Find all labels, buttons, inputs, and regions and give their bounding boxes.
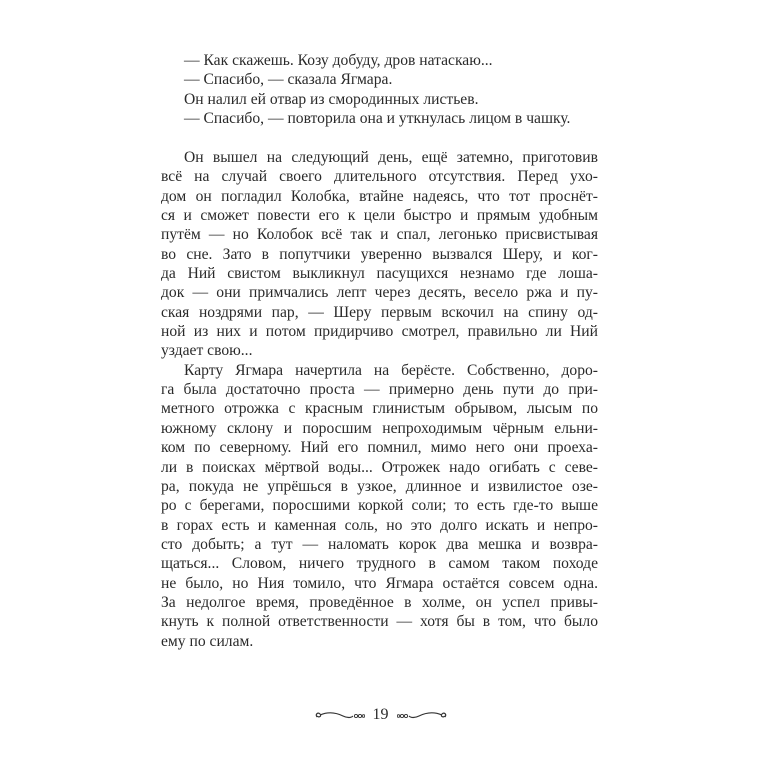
text-line: Он налил ей отвар из смородинных листьев. xyxy=(184,90,479,108)
text-line: во сне. Зато в попутчики уверенно вызвался Шеру, и ког- xyxy=(161,245,598,263)
text-line: За недолгое время, проведённое в холме, он успел привы- xyxy=(161,593,598,611)
dialogue-block xyxy=(161,51,598,128)
text-line: ся и сможет повести его к цели быстро и прямым удобным xyxy=(161,207,598,225)
text-line: в горах есть и каменная соль, но это долго искать и непро- xyxy=(161,516,598,534)
text-line: дом он погладил Колобка, втайне надеясь, что тот проснёт- xyxy=(161,187,598,205)
text-line: не было, но Ния томило, что Ягмара остаётся совсем одна. xyxy=(161,574,598,592)
text-line: — Как скажешь. Козу добуду, дров натаскаю... xyxy=(184,52,493,69)
text-line: кнуть к полной ответственности — хотя бы в том, что было xyxy=(161,613,598,631)
text-line: южному склону и поросшим непроходимым чёрным ельни- xyxy=(161,419,598,437)
body-text xyxy=(161,148,598,651)
text-line: Карту Ягмара начертила на берёсте. Собственно, доро- xyxy=(184,361,598,379)
text-line: уздает свою... xyxy=(161,342,253,360)
text-line: га была достаточно проста — примерно день пути до при- xyxy=(161,381,598,399)
text-line: Он вышел на следующий день, ещё затемно, приготовив xyxy=(184,149,598,166)
text-line: ной из них и потом придирчиво смотрел, правильно ли Ний xyxy=(161,323,598,341)
page-footer xyxy=(0,706,761,724)
text-line: всё на случай своего длительного отсутствия. Перед ухо- xyxy=(161,168,598,186)
text-line: путём — но Колобок всё так и спал, легонько присвистывая xyxy=(161,226,598,244)
text-line: метного отрожка с красным глинистым обрывом, лысым по xyxy=(161,400,598,418)
text-line: док — они примчались лепт через десять, весело ржа и пу- xyxy=(161,284,598,302)
text-line: ра, покуда не упрёшься в узкое, длинное и извилистое озе- xyxy=(161,477,598,495)
right-ornament-icon xyxy=(397,708,449,722)
text-line: да Ний свистом выкликнул пасущихся незнамо где лоша- xyxy=(161,265,598,283)
text-line: ком по северному. Ний его помнил, мимо него они проеха- xyxy=(161,439,598,457)
text-line: ская ноздрями пар, — Шеру первым вскочил на спину од- xyxy=(161,303,598,321)
left-ornament-icon xyxy=(313,708,365,722)
page-number: 19 xyxy=(372,706,389,724)
text-line: щаться... Словом, ничего трудного в самом таком походе xyxy=(161,555,598,573)
text-line: — Спасибо, — сказала Ягмара. xyxy=(184,71,393,89)
text-line: ро с берегами, поросшими коркой соли; то есть где-то выше xyxy=(161,497,598,515)
text-line: ли в поисках мёртвой воды... Отрожек надо огибать с севе- xyxy=(161,458,598,476)
text-line: сто добыть; а тут — наломать корок два мешка и возвра- xyxy=(161,535,598,553)
text-line: — Спасибо, — повторила она и уткнулась лицом в чашку. xyxy=(184,110,571,128)
text-line: ему по силам. xyxy=(161,632,254,650)
